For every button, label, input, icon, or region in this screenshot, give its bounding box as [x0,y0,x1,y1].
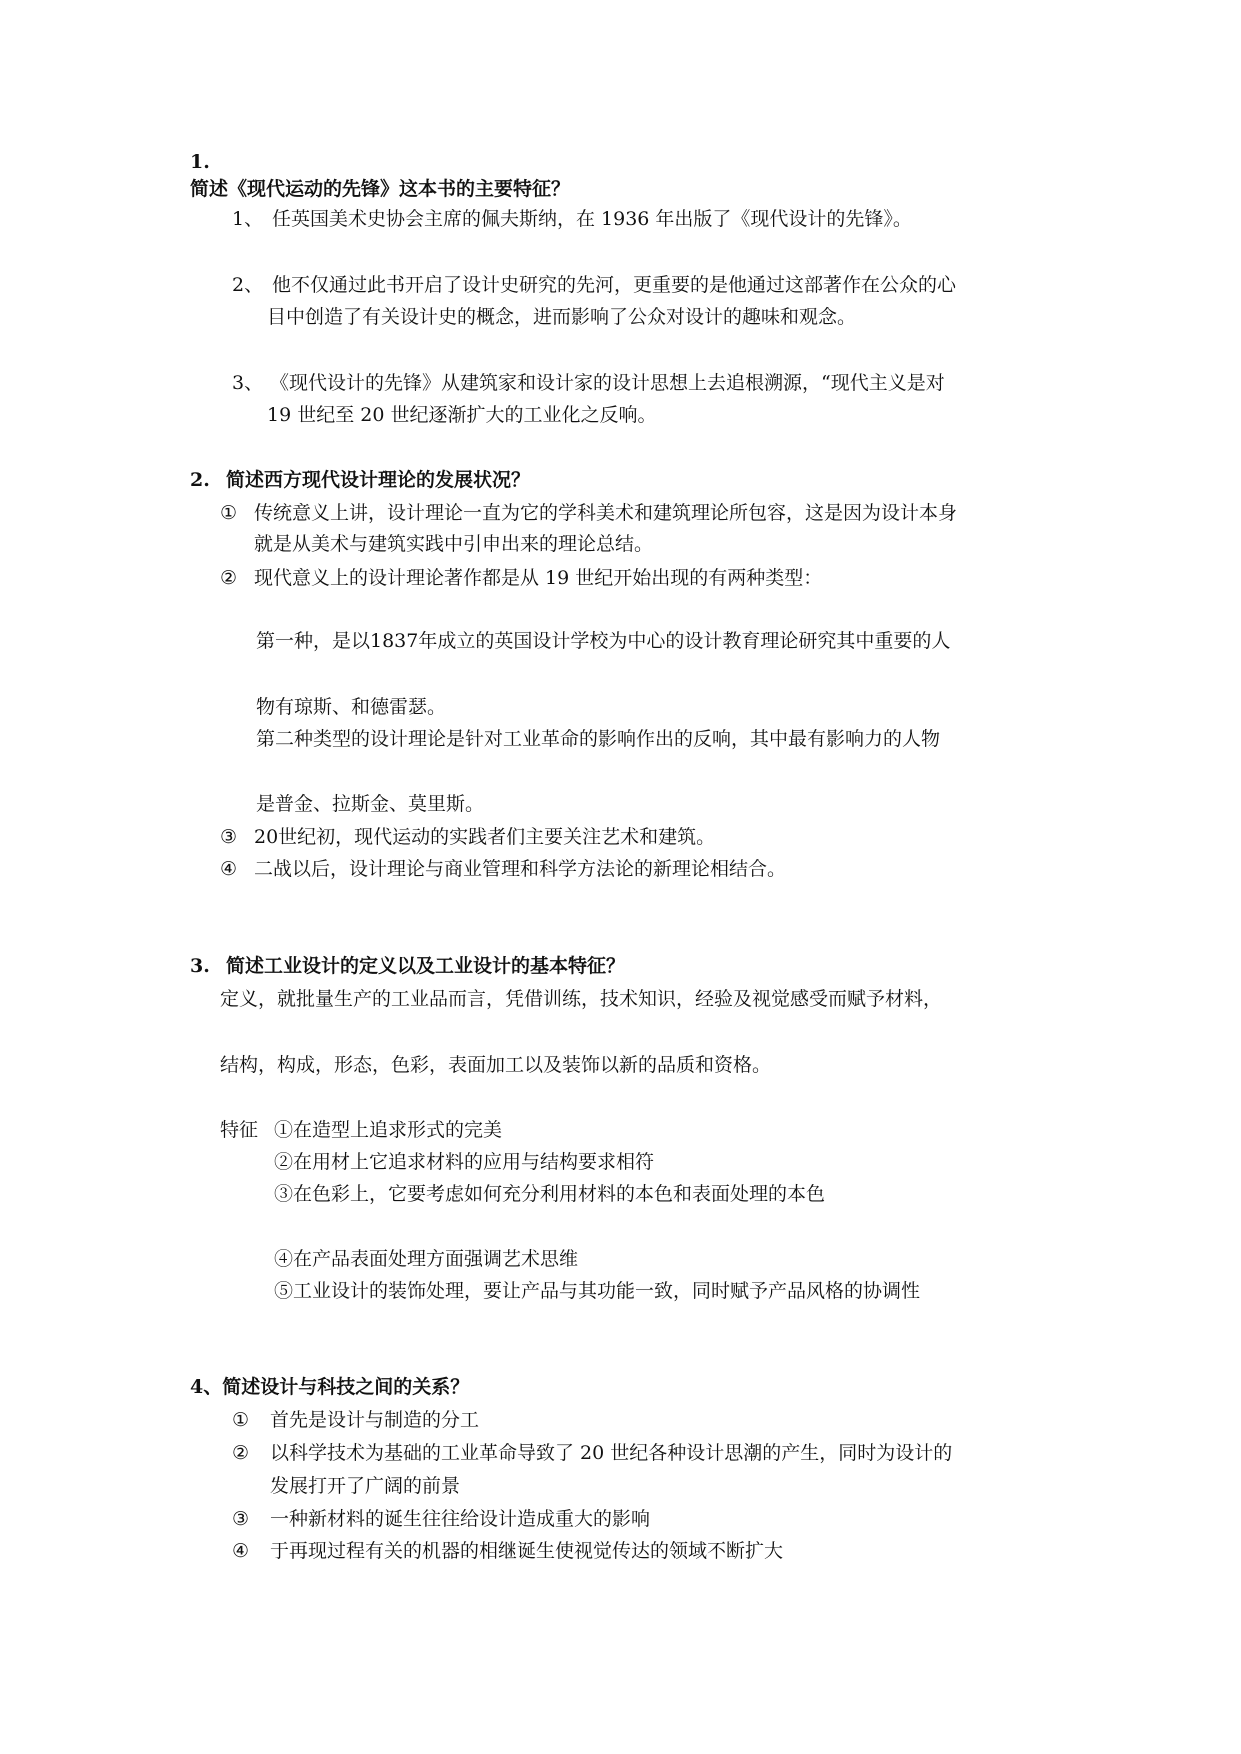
q4-item-line: 一种新材料的诞生往往给设计造成重大的影响 [270,1508,651,1530]
q1-item-marker: 3、 [232,372,264,394]
q3-number: 3. [190,955,210,977]
q2-number: 2. [190,469,210,491]
q4-item-marker: ③ [232,1508,250,1530]
q1-item-line: 《现代设计的先锋》从建筑家和设计家的设计思想上去追根溯源，“现代主义是对 [270,372,945,394]
q4-item-marker: ② [232,1442,250,1464]
q4-item-line: 首先是设计与制造的分工 [270,1409,480,1431]
q3-feature: ②在用材上它追求材料的应用与结构要求相符 [274,1151,655,1173]
q2-sub-line: 第二种类型的设计理论是针对工业革命的影响作出的反响，其中最有影响力的人物 [256,728,941,750]
q3-feature: ①在造型上追求形式的完美 [274,1119,503,1141]
q1-title: 简述《现代运动的先锋》这本书的主要特征？ [190,178,571,200]
q1-item-line: 任英国美术史协会主席的佩夫斯纳，在 1936 年出版了《现代设计的先锋》。 [272,208,912,230]
q2-sub-line: 物有琼斯、和德雷瑟。 [256,696,447,718]
q2-sub-line: 第一种，是以1837年成立的英国设计学校为中心的设计教育理论研究其中重要的人 [256,630,951,652]
q3-feature: ④在产品表面处理方面强调艺术思维 [274,1248,579,1270]
q2-item-line: 传统意义上讲，设计理论一直为它的学科美术和建筑理论所包容，这是因为设计本身 [254,502,958,524]
q2-item-line: 二战以后，设计理论与商业管理和科学方法论的新理论相结合。 [254,858,787,880]
q2-item-marker: ③ [220,826,238,848]
q2-item-line: 就是从美术与建筑实践中引申出来的理论总结。 [254,533,654,555]
q1-item-line: 目中创造了有关设计史的概念，进而影响了公众对设计的趣味和观念。 [267,306,857,328]
q2-item-marker: ① [220,502,238,524]
q1-item-line: 19 世纪至 20 世纪逐渐扩大的工业化之反响。 [267,404,657,426]
q3-features-label: 特征 [220,1119,259,1141]
q3-definition-line: 定义，就批量生产的工业品而言，凭借训练，技术知识，经验及视觉感受而赋予材料， [220,988,943,1010]
q2-item-marker: ④ [220,858,238,880]
q2-item-marker: ② [220,567,238,589]
q2-title: 简述西方现代设计理论的发展状况？ [226,469,531,491]
q1-item-line: 他不仅通过此书开启了设计史研究的先河，更重要的是他通过这部著作在公众的心 [272,274,957,296]
q3-title: 简述工业设计的定义以及工业设计的基本特征？ [226,955,626,977]
q1-item-marker: 2、 [232,274,264,296]
q4-item-marker: ④ [232,1540,250,1562]
q4-item-line: 以科学技术为基础的工业革命导致了 20 世纪各种设计思潮的产生，同时为设计的 [270,1442,953,1464]
q3-feature: ③在色彩上，它要考虑如何充分利用材料的本色和表面处理的本色 [274,1183,826,1205]
q4-item-line: 发展打开了广阔的前景 [270,1475,461,1497]
q4-item-line: 于再现过程有关的机器的相继诞生使视觉传达的领域不断扩大 [270,1540,784,1562]
q3-feature: ⑤工业设计的装饰处理，要让产品与其功能一致，同时赋予产品风格的协调性 [274,1280,921,1302]
q2-sub-line: 是普金、拉斯金、莫里斯。 [256,793,485,815]
q4-item-marker: ① [232,1409,250,1431]
q2-item-line: 20世纪初，现代运动的实践者们主要关注艺术和建筑。 [254,826,716,848]
q2-item-line: 现代意义上的设计理论著作都是从 19 世纪开始出现的有两种类型： [254,567,823,589]
q3-definition-line: 结构，构成，形态，色彩，表面加工以及装饰以新的品质和资格。 [220,1054,772,1076]
q4-title: 4、简述设计与科技之间的关系？ [190,1376,470,1398]
q1-item-marker: 1、 [232,208,264,230]
q1-number: 1. [190,151,210,173]
